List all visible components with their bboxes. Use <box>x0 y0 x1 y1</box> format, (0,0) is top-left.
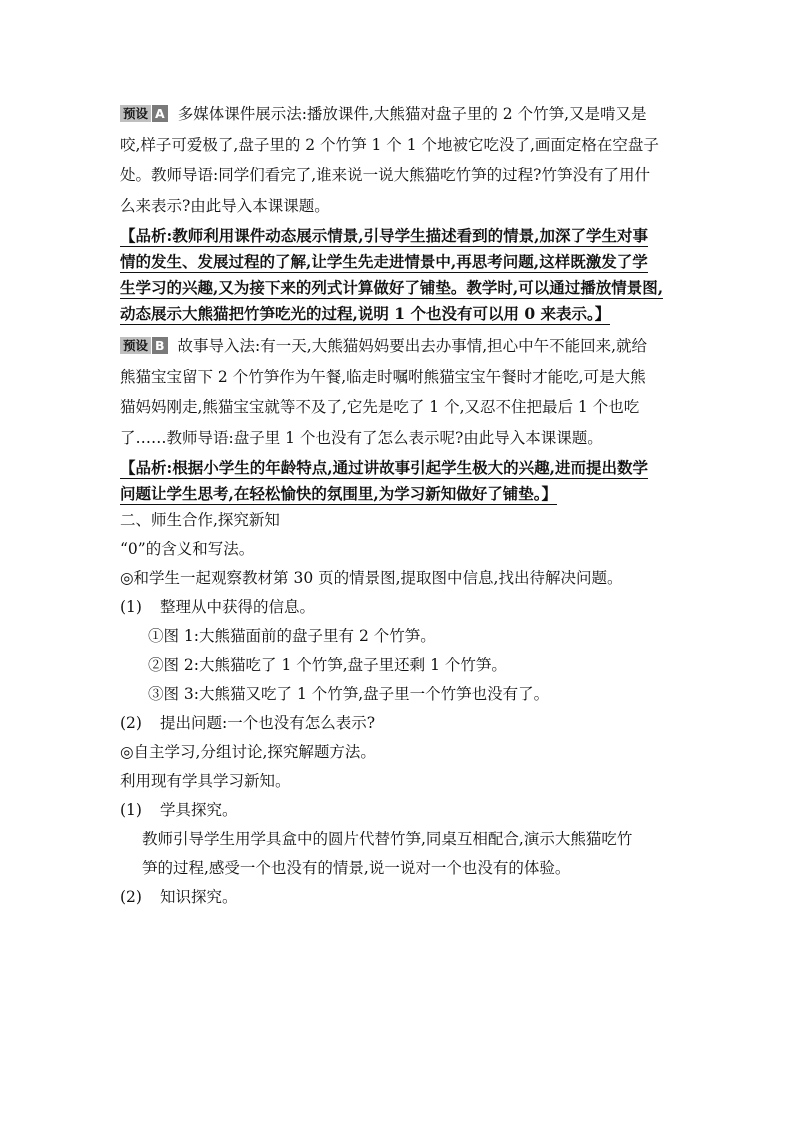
item-3 <box>120 800 680 829</box>
preset-a-text: 多媒体课件展示法:播放课件,大熊猫对盘子里的 2 个竹笋,又是啃又是 <box>177 105 647 123</box>
document-body <box>120 104 680 916</box>
preset-b-line-2: 熊猫宝宝留下 2 个竹笋作为午餐,临走时嘱咐熊猫宝宝午餐时才能吃,可是大熊 <box>120 367 646 386</box>
item-text: 提出问题:一个也没有怎么表示? <box>160 714 376 732</box>
item-number: (2) <box>120 714 142 732</box>
item-text: 整理从中获得的信息。 <box>160 598 316 616</box>
preset-b-text: 故事导入法:有一天,大熊猫妈妈要出去办事情,担心中午不能回来,就给 <box>177 337 648 355</box>
item-text: 知识探究。 <box>160 888 238 906</box>
item-number: (1) <box>120 801 142 819</box>
badge-label: 预设 <box>120 337 151 354</box>
step-1: ◎和学生一起观察教材第 30 页的情景图,提取图中信息,找出待解决问题。 <box>120 569 623 587</box>
note-text: 【品析:教师利用课件动态展示情景,引导学生描述看到的情景,加深了学生对事 <box>120 226 649 245</box>
badge-letter: A <box>152 105 168 122</box>
sub-item-2: ②图 2:大熊猫吃了 1 个竹笋,盘子里还剩 1 个竹笋。 <box>148 656 507 674</box>
preset-a-note-3 <box>120 278 680 304</box>
note-text: 动态展示大熊猫把竹笋吃光的过程,说明 1 个也没有可以用 0 来表示。】 <box>120 304 611 323</box>
preset-a-line-3: 处。教师导语:同学们看完了,谁来说一说大熊猫吃竹笋的过程?竹笋没有了用什 <box>120 166 650 184</box>
item-2 <box>120 713 680 742</box>
item-3-para-1: 教师引导学生用学具盒中的圆片代替竹笋,同桌互相配合,演示大熊猫吃竹 <box>142 830 633 848</box>
preset-a-line-4: 么来表示?由此导入本课课题。 <box>120 196 330 215</box>
preset-b-note-1 <box>120 458 680 484</box>
preset-a-line-2: 咬,样子可爱极了,盘子里的 2 个竹笋 1 个 1 个地被它吃没了,画面定格在空盘子 <box>120 135 659 154</box>
sub-item-1: ①图 1:大熊猫面前的盘子里有 2 个竹笋。 <box>148 627 436 645</box>
step-2: ◎自主学习,分组讨论,探究解题方法。 <box>120 743 376 761</box>
note-text: 问题让学生思考,在轻松愉快的氛围里,为学习新知做好了铺垫。】 <box>120 484 558 503</box>
preset-b-line-4: 了……教师导语:盘子里 1 个也没有了怎么表示呢?由此导入本课课题。 <box>120 428 603 447</box>
preset-a-note-1 <box>120 226 680 252</box>
preset-a-badge <box>120 105 168 122</box>
sub-item-3: ③图 3:大熊猫又吃了 1 个竹笋,盘子里一个竹笋也没有了。 <box>148 685 550 703</box>
preset-b-line-1 <box>120 336 680 367</box>
note-text: 【品析:根据小学生的年龄特点,通过讲故事引起学生极大的兴趣,进而提出数学 <box>120 458 649 477</box>
item-1 <box>120 597 680 626</box>
preset-a-note-2 <box>120 252 680 278</box>
badge-label: 预设 <box>120 105 151 122</box>
badge-letter: B <box>152 337 168 354</box>
preset-b-line-3: 猫妈妈刚走,熊猫宝宝就等不及了,它先是吃了 1 个,又忍不住把最后 1 个也吃 <box>120 398 640 416</box>
item-text: 学具探究。 <box>160 801 238 819</box>
preset-a-line-1 <box>120 104 680 135</box>
section-subtitle: “0”的含义和写法。 <box>120 540 255 558</box>
item-3-para-2: 笋的过程,感受一个也没有的情景,说一说对一个也没有的体验。 <box>142 859 571 877</box>
item-number: (1) <box>120 598 142 616</box>
item-number: (2) <box>120 888 142 906</box>
preset-b-note-2 <box>120 484 680 510</box>
note-text: 生学习的兴趣,又为接下来的列式计算做好了铺垫。教学时,可以通过播放情景图, <box>120 278 664 297</box>
note-text: 情的发生、发展过程的了解,让学生先走进情景中,再思考问题,这样既激发了学 <box>120 252 648 271</box>
step-2-sub: 利用现有学具学习新知。 <box>120 772 291 790</box>
item-4 <box>120 887 680 916</box>
preset-a-note-4 <box>120 304 680 330</box>
preset-b-badge <box>120 337 168 354</box>
section-heading: 二、师生合作,探究新知 <box>120 511 280 529</box>
